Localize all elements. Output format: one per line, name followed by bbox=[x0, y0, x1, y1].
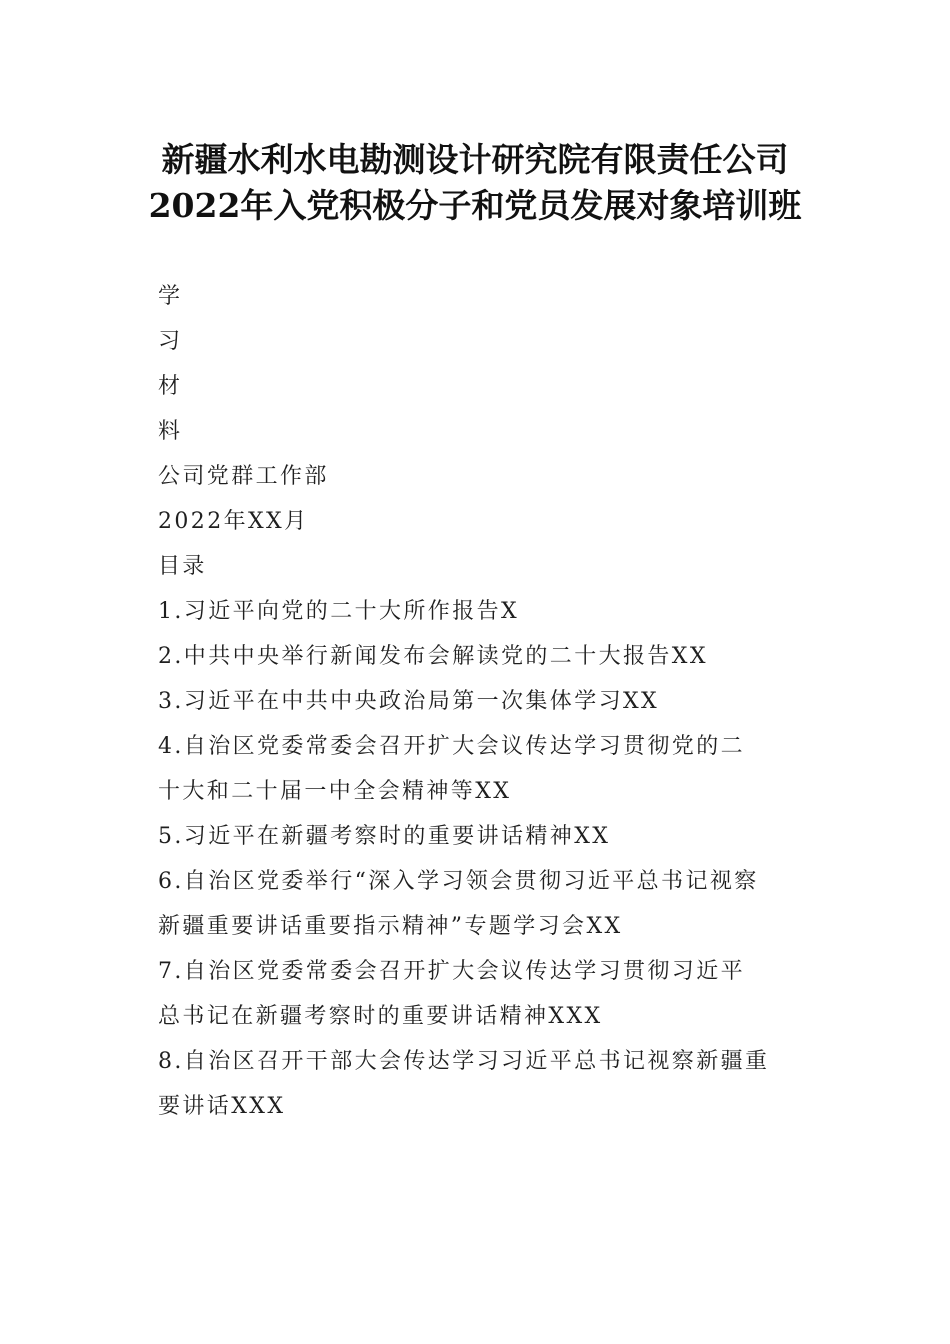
toc-line: 8.自治区召开干部大会传达学习习近平总书记视察新疆重 bbox=[158, 1049, 770, 1074]
cover-char-1: 学 bbox=[158, 284, 183, 309]
toc-line: 6.自治区党委举行“深入学习领会贯彻习近平总书记视察 bbox=[158, 869, 759, 894]
toc-line: 7.自治区党委常委会召开扩大会议传达学习贯彻习近平 bbox=[158, 959, 745, 984]
toc-line: 4.自治区党委常委会召开扩大会议传达学习贯彻党的二 bbox=[158, 734, 745, 759]
toc-line: 总书记在新疆考察时的重要讲话精神XXX bbox=[158, 1004, 603, 1029]
toc-line: 5.习近平在新疆考察时的重要讲话精神XX bbox=[158, 824, 611, 849]
toc-line: 新疆重要讲话重要指示精神”专题学习会XX bbox=[158, 914, 623, 939]
document-title-line-1: 新疆水利水电勘测设计研究院有限责任公司 bbox=[161, 140, 789, 179]
document-date: 2022年XX月 bbox=[158, 509, 309, 534]
document-title-line-2: 2022年入党积极分子和党员发展对象培训班 bbox=[148, 186, 802, 225]
toc-line: 3.习近平在中共中央政治局第一次集体学习XX bbox=[158, 689, 660, 714]
cover-char-3: 材 bbox=[158, 374, 183, 399]
cover-char-4: 料 bbox=[158, 419, 183, 444]
toc-line: 十大和二十届一中全会精神等XX bbox=[158, 779, 512, 804]
toc-heading: 目录 bbox=[158, 554, 207, 579]
toc-line: 2.中共中央举行新闻发布会解读党的二十大报告XX bbox=[158, 644, 708, 669]
toc-line: 1.习近平向党的二十大所作报告X bbox=[158, 599, 520, 624]
cover-char-2: 习 bbox=[158, 329, 183, 354]
toc-line: 要讲话XXX bbox=[158, 1094, 286, 1119]
department-name: 公司党群工作部 bbox=[158, 464, 329, 489]
